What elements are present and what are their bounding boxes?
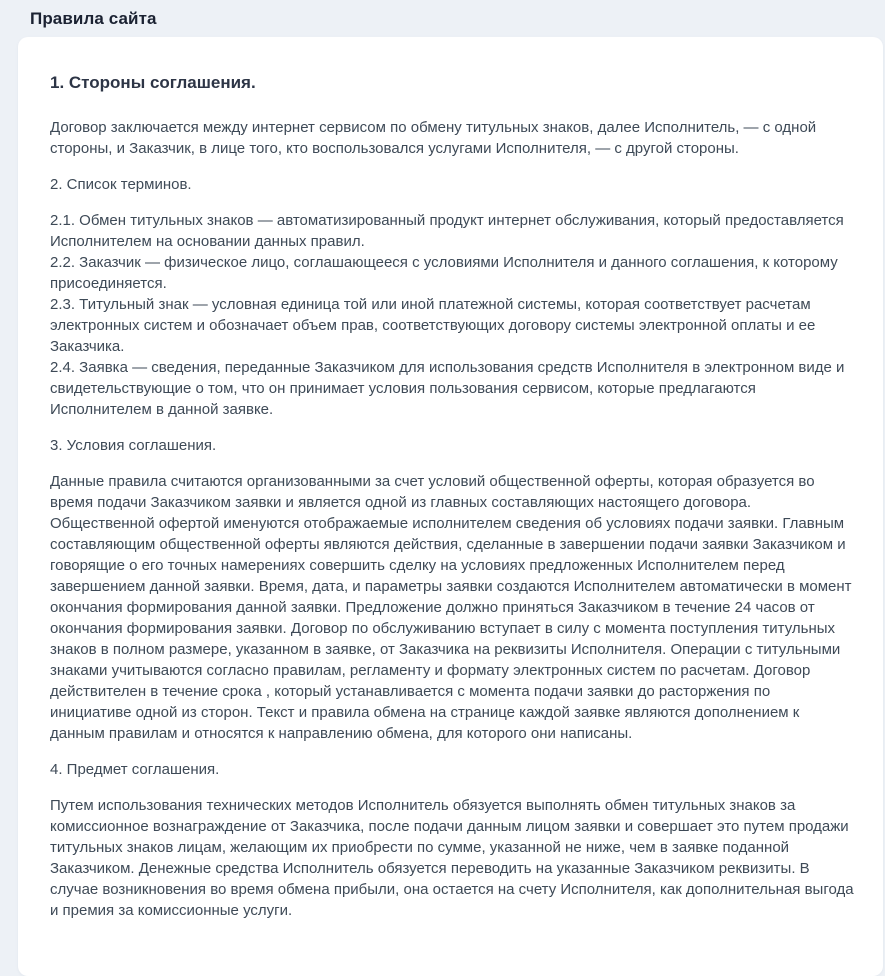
rules-section (50, 71, 855, 159)
section-heading: 4. Предмет соглашения. (50, 761, 220, 778)
section-heading: 1. Стороны соглашения. (50, 73, 256, 92)
rules-section (50, 174, 855, 420)
term-item: 2.3. Титульный знак — условная единица той или иной платежной системы, которая соответствует расчетам электронных систем и обозначает объем прав, соответствующих договору системы электронной оплаты и ее Заказчика. (50, 296, 816, 355)
section-paragraph: Данные правила считаются организованными за счет условий общественной оферты, которая образуется во время подачи Заказчиком заявки и является одной из главных составляющих настоящего договора. Общественной офертой именуются отображаемые исполнителем сведения об условиях подачи заявки. Главным составляющим общественной оферты являются действия, сделанные в завершении подачи заявки Заказчиком и говорящие о его точных намерениях совершить сделку на условиях предложенных Исполнителем перед завершением данной заявки. Время, дата, и параметры заявки создаются Исполнителем автоматически в момент окончания формирования данной заявки. Предложение должно приняться Заказчиком в течение 24 часов от окончания формирования заявки. Договор по обслуживанию вступает в силу с момента поступления титульных знаков в полном размере, указанном в заявке, от Заказчика на реквизиты Исполнителя. Операции с титульными знаками учитываются согласно правилам, регламенту и формату электронных систем по расчетам. Договор действителен в течение срока , который устанавливается с момента подачи заявки до расторжения по инициативе одной из сторон. Текст и правила обмена на странице каждой заявке являются дополнением к данным правилам и относятся к направлению обмена, для которого они написаны. (50, 473, 852, 742)
page-title: Правила сайта (30, 9, 157, 28)
section-heading: 3. Условия соглашения. (50, 437, 217, 454)
term-item: 2.1. Обмен титульных знаков — автоматизированный продукт интернет обслуживания, который предоставляется Исполнителем на основании данных правил. (50, 212, 844, 250)
section-heading: 2. Список терминов. (50, 176, 192, 193)
section-paragraph: Договор заключается между интернет сервисом по обмену титульных знаков, далее Исполнитель, — с одной стороны, и Заказчик, в лице того, кто воспользовался услугами Исполнителя, — с другой стороны. (50, 119, 817, 157)
section-paragraph: Путем использования технических методов Исполнитель обязуется выполнять обмен титульных знаков за комиссионное вознаграждение от Заказчика, после подачи данным лицом заявки и совершает это путем продажи титульных знаков лицам, желающим их приобрести по сумме, указанной не ниже, чем в заявке поданной Заказчиком. Денежные средства Исполнитель обязуется переводить на указанные Заказчиком реквизиты. В случае возникновения во время обмена прибыли, она остается на счету Исполнителя, как дополнительная выгода и премия за комиссионные услуги. (50, 797, 854, 919)
rules-card (18, 37, 883, 976)
rules-section (50, 759, 855, 921)
term-item: 2.2. Заказчик — физическое лицо, соглашающееся с условиями Исполнителя и данного соглашения, к которому присоединяется. (50, 254, 838, 292)
rules-section (50, 435, 855, 744)
term-item: 2.4. Заявка — сведения, переданные Заказчиком для использования средств Исполнителя в электронном виде и свидетельствующие о том, что он принимает условия пользования сервисом, которые предлагаются Исполнителем в данной заявке. (50, 359, 845, 418)
